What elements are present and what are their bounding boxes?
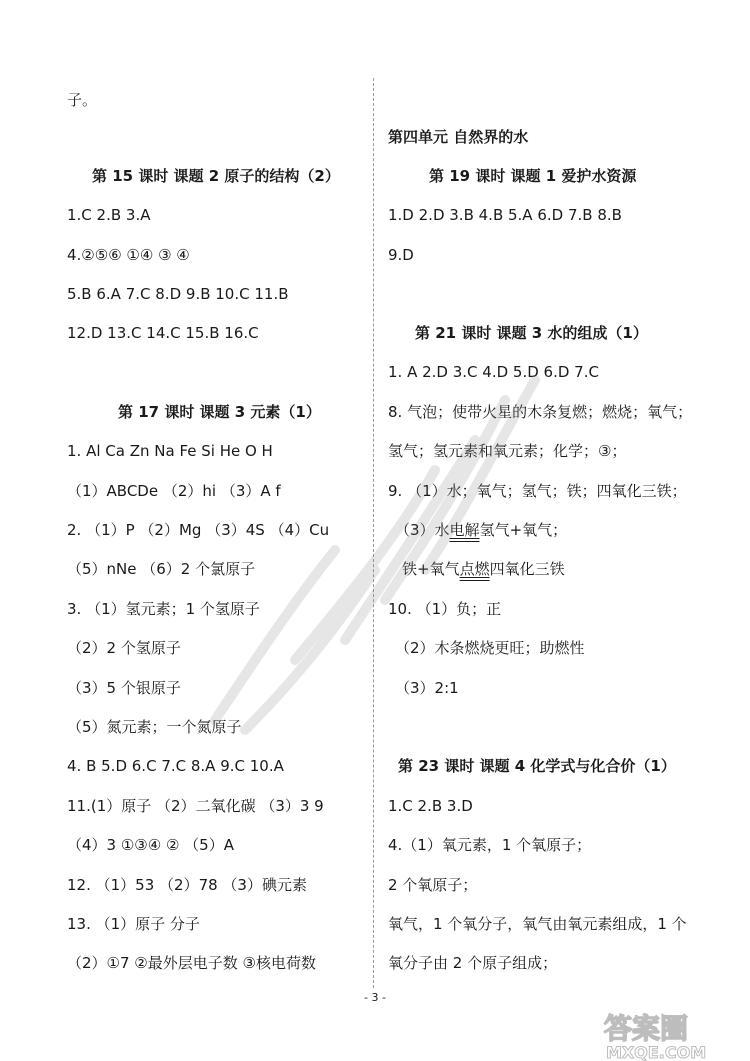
- equation-combustion: [402, 559, 565, 579]
- unit-title: 第四单元 自然界的水: [388, 128, 529, 146]
- column-divider: [373, 78, 374, 988]
- text-line: （1）ABCDe （2）hi （3）A f: [67, 482, 281, 500]
- text-line: 氢气；氢元素和氧元素；化学；③；: [388, 442, 627, 460]
- text-line: 8. 气泡；使带火星的木条复燃；燃烧；氧气；: [388, 403, 693, 421]
- equation-electrolysis: [395, 520, 567, 540]
- section-heading: 第 15 课时 课题 2 原子的结构（2）: [92, 167, 340, 185]
- text-line: （5）nNe （6）2 个氯原子: [67, 560, 256, 578]
- watermark-line2: MXQE.COM: [606, 1043, 707, 1061]
- left-column: [0, 0, 370, 1061]
- text-line: 5.B 6.A 7.C 8.D 9.B 10.C 11.B: [67, 285, 289, 303]
- text-line: 氧气，1 个氧分子，氧气由氧元素组成，1 个: [388, 915, 687, 933]
- text-line: 11.(1）原子 （2）二氧化碳 （3）3 9: [67, 797, 324, 815]
- section-heading: 第 23 课时 课题 4 化学式与化合价（1）: [398, 757, 676, 775]
- reaction-condition: 点燃: [459, 560, 490, 578]
- text-line: 4.（1）氧元素，1 个氧原子；: [388, 836, 592, 854]
- text-line: （3）5 个银原子: [67, 679, 181, 697]
- right-column: [375, 0, 745, 1061]
- text-line: （3）2:1: [395, 679, 459, 697]
- watermark-logo: [596, 1006, 746, 1061]
- text-line: 10. （1）负；正: [388, 600, 502, 618]
- text-line: 9. （1）水；氧气；氢气；铁；四氧化三铁；: [388, 482, 687, 500]
- text-line: 2 个氧原子；: [388, 876, 478, 894]
- eq-suffix: 四氧化三铁: [489, 560, 565, 578]
- text-line: 子。: [67, 91, 98, 109]
- text-line: 12.D 13.C 14.C 15.B 16.C: [67, 324, 259, 342]
- text-line: （4）3 ①③④ ② （5）A: [67, 836, 234, 854]
- eq-prefix: 铁+氧气: [402, 560, 460, 578]
- text-line: 1.C 2.B 3.A: [67, 206, 151, 224]
- text-line: 12. （1）53 （2）78 （3）碘元素: [67, 876, 307, 894]
- eq-prefix: （3）水: [395, 521, 450, 539]
- text-line: 9.D: [388, 246, 414, 264]
- section-heading: 第 21 课时 课题 3 水的组成（1）: [415, 324, 648, 342]
- text-line: 4.②⑤⑥ ①④ ③ ④: [67, 246, 190, 264]
- text-line: 1. Al Ca Zn Na Fe Si He O H: [67, 442, 273, 460]
- text-line: （2）木条燃烧更旺；助燃性: [395, 639, 585, 657]
- eq-suffix: 氢气+氧气；: [479, 521, 568, 539]
- text-line: 2. （1）P （2）Mg （3）4S （4）Cu: [67, 521, 330, 539]
- text-line: 氧分子由 2 个原子组成；: [388, 954, 558, 972]
- text-line: （2）①7 ②最外层电子数 ③核电荷数: [67, 954, 316, 972]
- section-heading: 第 19 课时 课题 1 爱护水资源: [429, 167, 637, 185]
- section-heading: 第 17 课时 课题 3 元素（1）: [118, 403, 321, 421]
- text-line: （2）2 个氢原子: [67, 639, 181, 657]
- text-line: 3. （1）氢元素；1 个氢原子: [67, 600, 260, 618]
- text-line: （5）氮元素；一个氮原子: [67, 718, 242, 736]
- text-line: 13. （1）原子 分子: [67, 915, 200, 933]
- text-line: 1. A 2.D 3.C 4.D 5.D 6.D 7.C: [388, 363, 599, 381]
- text-line: 1.D 2.D 3.B 4.B 5.A 6.D 7.B 8.B: [388, 206, 622, 224]
- text-line: 4. B 5.D 6.C 7.C 8.A 9.C 10.A: [67, 757, 284, 775]
- page-number: - 3 -: [364, 991, 386, 1004]
- watermark-line1: 答案圈: [604, 1012, 689, 1045]
- reaction-condition: 电解: [449, 521, 480, 539]
- text-line: 1.C 2.B 3.D: [388, 797, 473, 815]
